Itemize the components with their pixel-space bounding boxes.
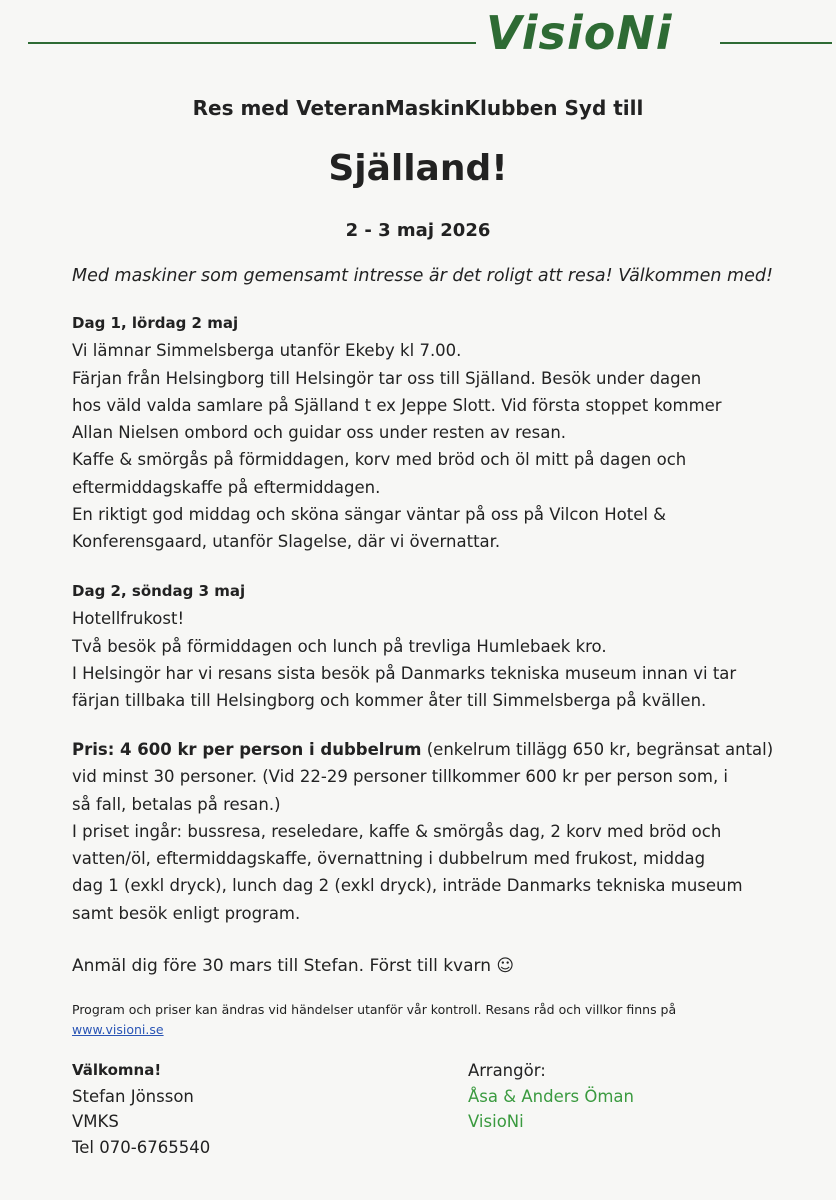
price-section xyxy=(72,736,812,927)
day1-line: Allan Nielsen ombord och guidar oss under resten av resan. xyxy=(72,423,567,443)
organizer-block xyxy=(468,1058,808,1135)
organizer-names: Åsa & Anders Öman xyxy=(468,1086,634,1106)
price-line: vid minst 30 personer. (Vid 22-29 personer tillkommer 600 kr per person som, i xyxy=(72,767,729,787)
price-line: så fall, betalas på resan.) xyxy=(72,794,281,814)
day1-line: En riktigt god middag och sköna sängar väntar på oss på Vilcon Hotel & xyxy=(72,505,667,525)
header-rule-left xyxy=(28,42,476,44)
day2-line: färjan tillbaka till Helsingborg och kommer åter till Simmelsberga på kvällen. xyxy=(72,691,707,711)
header xyxy=(0,0,836,90)
contact-block xyxy=(72,1058,432,1160)
day1-line: Vi lämnar Simmelsberga utanför Ekeby kl 7.00. xyxy=(72,341,462,361)
price-amount: Pris: 4 600 kr per person i dubbelrum xyxy=(72,740,422,759)
terms-text: Program och priser kan ändras vid händelser utanför vår kontroll. Resans råd och villkor finns på xyxy=(72,1002,677,1017)
day1-section xyxy=(72,310,812,556)
day1-line: Färjan från Helsingborg till Helsingör tar oss till Själland. Besök under dagen xyxy=(72,368,702,388)
day1-heading: Dag 1, lördag 2 maj xyxy=(72,314,239,332)
organizer-heading: Arrangör: xyxy=(468,1061,546,1080)
contact-phone: Tel 070-6765540 xyxy=(72,1137,211,1157)
day1-line: hos väld valda samlare på Själland t ex Jeppe Slott. Vid första stoppet kommer xyxy=(72,395,722,415)
visioni-logo: VisioNi xyxy=(486,6,673,60)
terms-note xyxy=(72,1000,812,1040)
day1-line: Kaffe & smörgås på förmiddagen, korv med bröd och öl mitt på dagen och xyxy=(72,450,687,470)
lead-text: Res med VeteranMaskinKlubben Syd till xyxy=(192,96,644,120)
day1-line: eftermiddagskaffe på eftermiddagen. xyxy=(72,477,381,497)
intro-text: Med maskiner som gemensamt intresse är det roligt att resa! Välkommen med! xyxy=(72,266,773,286)
page-title: Själland! xyxy=(328,148,508,189)
trip-date: 2 - 3 maj 2026 xyxy=(345,220,491,241)
price-line: I priset ingår: bussresa, reseledare, kaffe & smörgås dag, 2 korv med bröd och xyxy=(72,821,722,841)
day1-line: Konferensgaard, utanför Slagelse, där vi övernattar. xyxy=(72,532,501,552)
signup-text: Anmäl dig före 30 mars till Stefan. Först till kvarn ☺ xyxy=(72,956,515,976)
welcome-heading: Välkomna! xyxy=(72,1061,162,1079)
day2-line: I Helsingör har vi resans sista besök på Danmarks tekniska museum innan vi tar xyxy=(72,663,737,683)
day2-heading: Dag 2, söndag 3 maj xyxy=(72,582,246,600)
organizer-company: VisioNi xyxy=(468,1112,524,1131)
day2-line: Två besök på förmiddagen och lunch på trevliga Humlebaek kro. xyxy=(72,636,607,656)
header-rule-right xyxy=(720,42,832,44)
price-line xyxy=(72,736,812,763)
website-link[interactable]: www.visioni.se xyxy=(72,1022,164,1037)
contact-org: VMKS xyxy=(72,1112,119,1131)
day2-section xyxy=(72,578,812,714)
contact-name: Stefan Jönsson xyxy=(72,1086,194,1106)
price-line: vatten/öl, eftermiddagskaffe, övernattning i dubbelrum med frukost, middag xyxy=(72,849,706,869)
price-line: dag 1 (exkl dryck), lunch dag 2 (exkl dryck), inträde Danmarks tekniska museum xyxy=(72,876,743,896)
price-line: samt besök enligt program. xyxy=(72,903,301,923)
price-single-room: (enkelrum tillägg 650 kr, begränsat antal) xyxy=(421,740,774,759)
day2-line: Hotellfrukost! xyxy=(72,609,185,629)
